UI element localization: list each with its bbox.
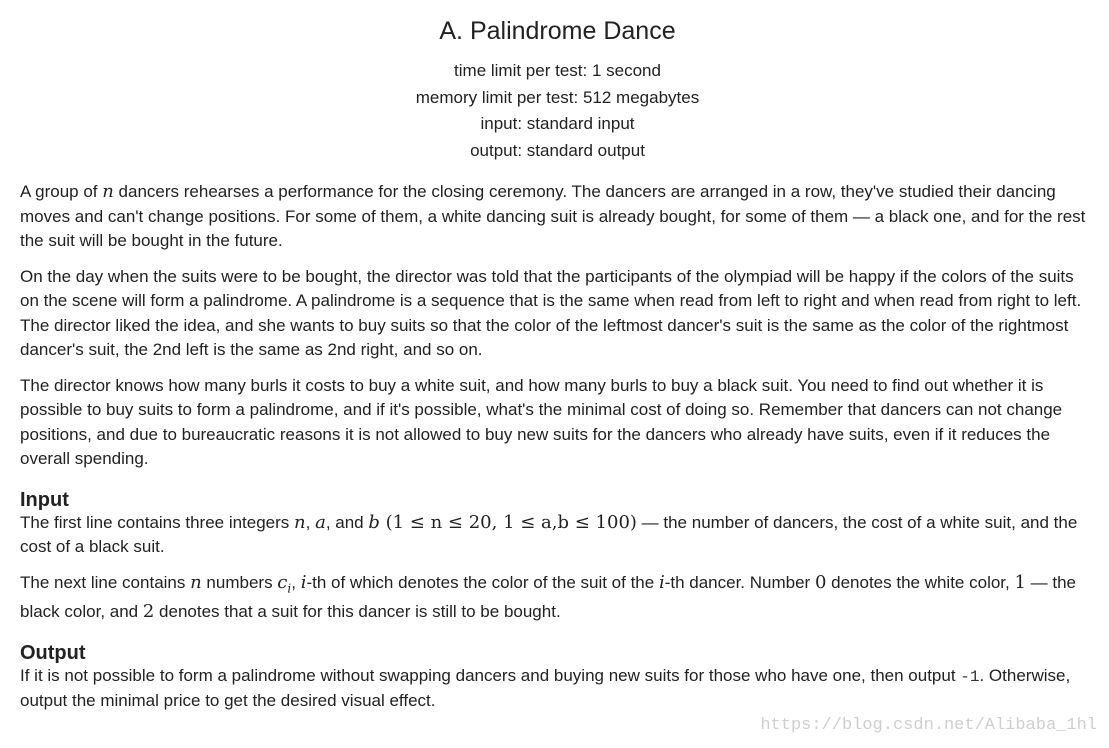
- text-fragment: denotes the white color,: [826, 572, 1015, 592]
- math-var-c: c: [277, 571, 288, 593]
- math-subscript-i: i: [287, 580, 292, 595]
- statement-paragraph-3: The director knows how many burls it costs to buy a white suit, and how many burls to buy a black suit. You need to find out whether it is possible to buy suits to form a palindrome, and if it's possible, what's the minimal cost of doing so. Remember that dancers can not change positions, and due to bureaucratic reasons it is not allowed to buy new suits for the dancers who already have suits, even if it reduces the overall spending.: [20, 375, 1063, 468]
- output-heading: Output: [20, 641, 86, 664]
- input-heading: Input: [20, 488, 69, 511]
- input-spec: input: standard input: [480, 114, 635, 133]
- output-spec: output: standard output: [470, 140, 645, 160]
- text-fragment: dancers rehearses a performance for the closing ceremony. The dancers are arranged in a row, they've studied their dancing moves and can't change positions. For some of them, a white dancing suit is already bought, for some of them — a black one, and for the rest the suit will be bought in the future.: [20, 182, 1086, 250]
- math-zero: 0: [814, 571, 827, 593]
- text-fragment: denotes that a suit for this dancer is still to be bought.: [154, 602, 561, 622]
- text-fragment: — the black color, and: [20, 572, 1077, 622]
- text-fragment: — the number of dancers, the cost of a white suit, and the cost of a black suit.: [20, 512, 1078, 556]
- code-minus-one: -1: [960, 667, 980, 686]
- output-paragraph: [20, 664, 1095, 714]
- time-limit: time limit per test: 1 second: [454, 61, 661, 80]
- text-fragment: -th of which denotes the color of the suit of the: [306, 572, 659, 592]
- text-fragment: The next line contains: [20, 572, 191, 592]
- math-constraint: (1 ≤ n ≤ 20, 1 ≤ a,b ≤ 100): [379, 511, 637, 533]
- statement-paragraph-1: [20, 180, 1095, 254]
- text-fragment: The first line contains three integers: [20, 512, 295, 532]
- text-fragment: If it is not possible to form a palindrome without swapping dancers and buying new suits for those who have one, then output: [20, 665, 961, 685]
- problem-title: A. Palindrome Dance: [439, 17, 676, 45]
- math-var-b: b: [368, 511, 380, 533]
- text-fragment: ,: [291, 572, 301, 592]
- text-fragment: . Otherwise, output the minimal price to get the desired visual effect.: [20, 665, 1071, 711]
- text-fragment: ,: [305, 512, 316, 532]
- math-var-n: n: [102, 181, 114, 202]
- watermark: https://blog.csdn.net/Alibaba_1hl: [760, 716, 1097, 735]
- memory-limit: memory limit per test: 512 megabytes: [415, 87, 700, 107]
- text-fragment: , and: [325, 512, 369, 532]
- text-fragment: -th dancer. Number: [664, 572, 815, 592]
- problem-header: [20, 16, 1095, 164]
- text-fragment: A group of: [20, 182, 103, 201]
- math-var-i: i: [658, 571, 665, 593]
- math-two: 2: [142, 601, 155, 623]
- math-var-n: n: [294, 511, 306, 533]
- math-one: 1: [1014, 571, 1026, 593]
- text-fragment: numbers: [201, 572, 278, 592]
- problem-limits: [20, 58, 1095, 164]
- math-var-i: i: [300, 571, 307, 593]
- statement-paragraph-2: On the day when the suits were to be bought, the director was told that the participants of the olympiad will be happy if the colors of the suits on the scene will form a palindrome. A palindrome is a sequence that is the same when read from left to right and when read from right to left. The director liked the idea, and she wants to buy suits so that the color of the leftmost dancer's suit is the same as the color of the rightmost dancer's suit, the 2nd left is the same as 2nd right, and so on.: [20, 266, 1082, 359]
- math-var-a: a: [315, 511, 326, 533]
- problem-statement: [20, 0, 1095, 714]
- input-paragraph-1: [20, 511, 1095, 560]
- math-var-n: n: [190, 571, 202, 593]
- input-paragraph-2: [20, 571, 1095, 625]
